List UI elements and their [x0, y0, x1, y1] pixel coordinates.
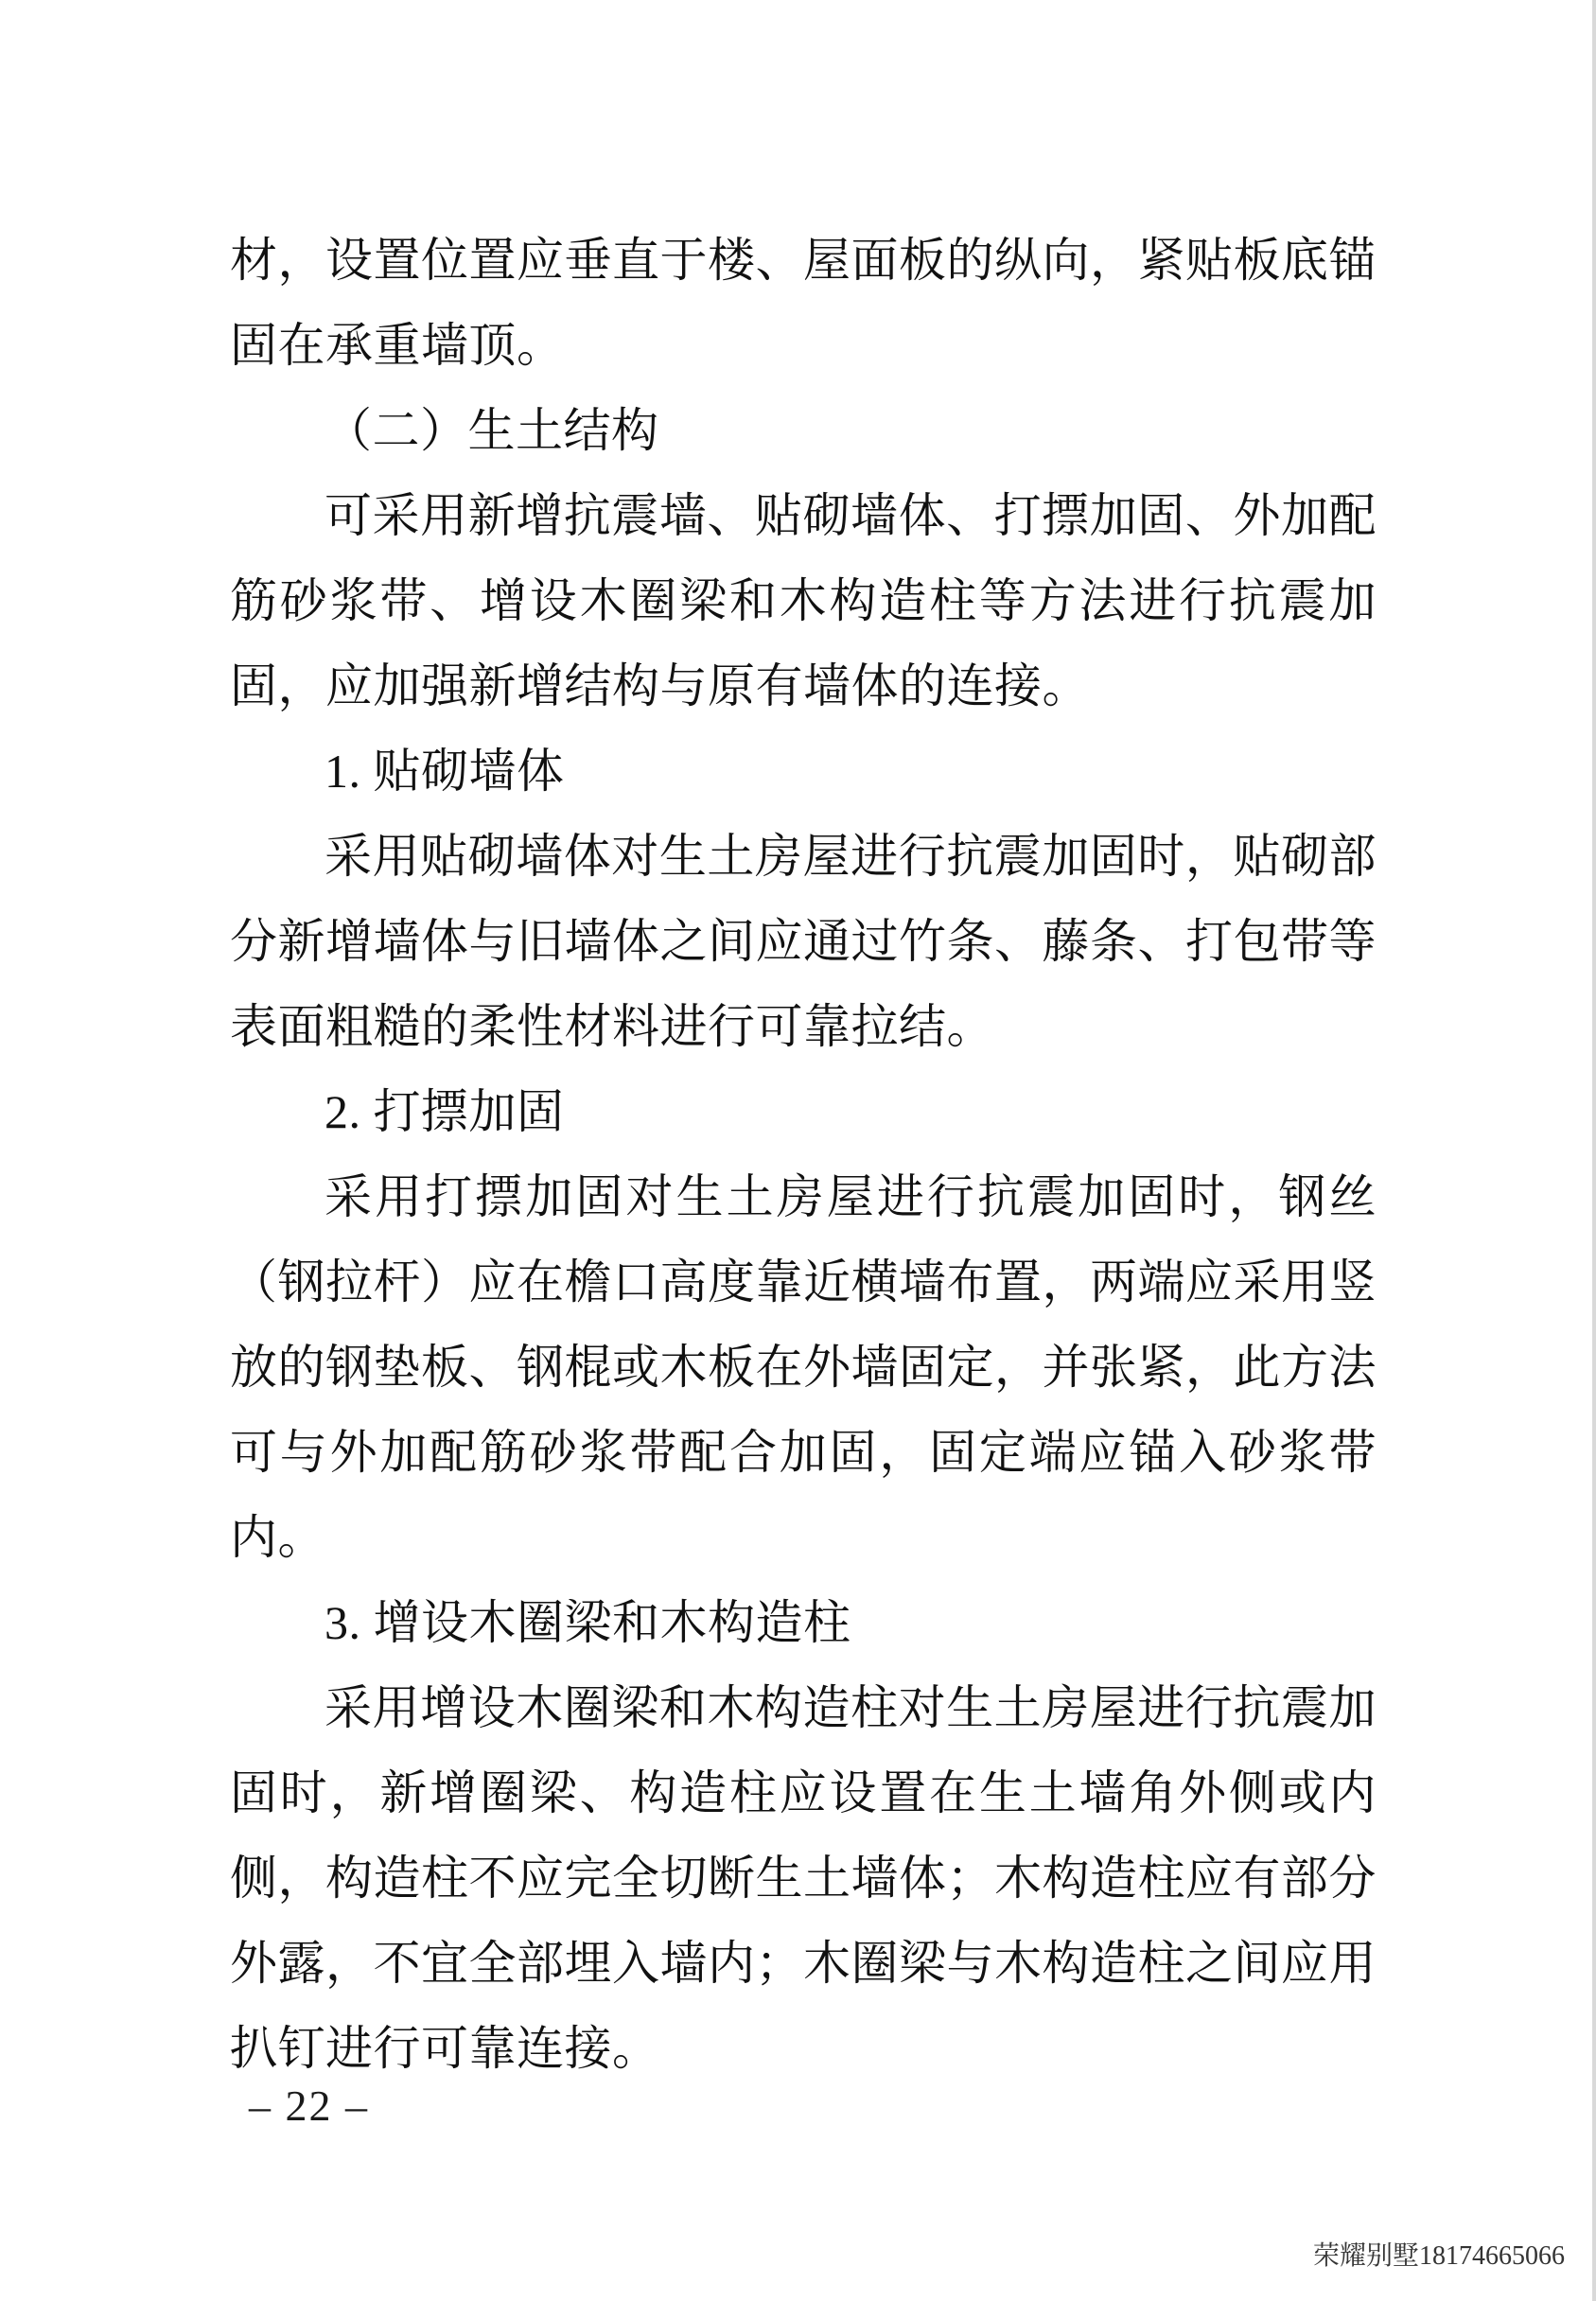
section-heading: （二）生土结构	[324, 404, 659, 457]
subheading-3: 3. 增设木圈梁和木构造柱	[324, 1596, 851, 1649]
paragraph-continuation: 材，设置位置应垂直于楼、屋面板的纵向，紧贴板底锚固在承重墙顶。	[230, 234, 1377, 372]
paragraph: 采用贴砌墙体对生土房屋进行抗震加固时，贴砌部分新增墙体与旧墙体之间应通过竹条、藤条、打包带等表面粗糙的柔性材料进行可靠拉结。	[230, 830, 1377, 1053]
document-body	[230, 218, 1377, 2091]
subheading-2: 2. 打摽加固	[324, 1085, 565, 1138]
paragraph: 采用增设木圈梁和木构造柱对生土房屋进行抗震加固时，新增圈梁、构造柱应设置在生土墙角外侧或内侧，构造柱不应完全切断生土墙体；木构造柱应有部分外露，不宜全部埋入墙内；木圈梁与木构造柱之间应用扒钉进行可靠连接。	[230, 1681, 1377, 2075]
scan-edge-shadow	[1592, 0, 1596, 2301]
watermark-text: 荣耀别墅18174665066	[1313, 2241, 1566, 2271]
paragraph: 采用打摽加固对生土房屋进行抗震加固时，钢丝（钢拉杆）应在檐口高度靠近横墙布置，两端应采用竖放的钢垫板、钢棍或木板在外墙固定，并张紧，此方法可与外加配筋砂浆带配合加固，固定端应锚入砂浆带内。	[230, 1170, 1377, 1564]
page-number: – 22 –	[249, 2081, 369, 2130]
subheading-1: 1. 贴砌墙体	[324, 745, 565, 798]
paragraph: 可采用新增抗震墙、贴砌墙体、打摽加固、外加配筋砂浆带、增设木圈梁和木构造柱等方法进行抗震加固，应加强新增结构与原有墙体的连接。	[230, 489, 1377, 712]
